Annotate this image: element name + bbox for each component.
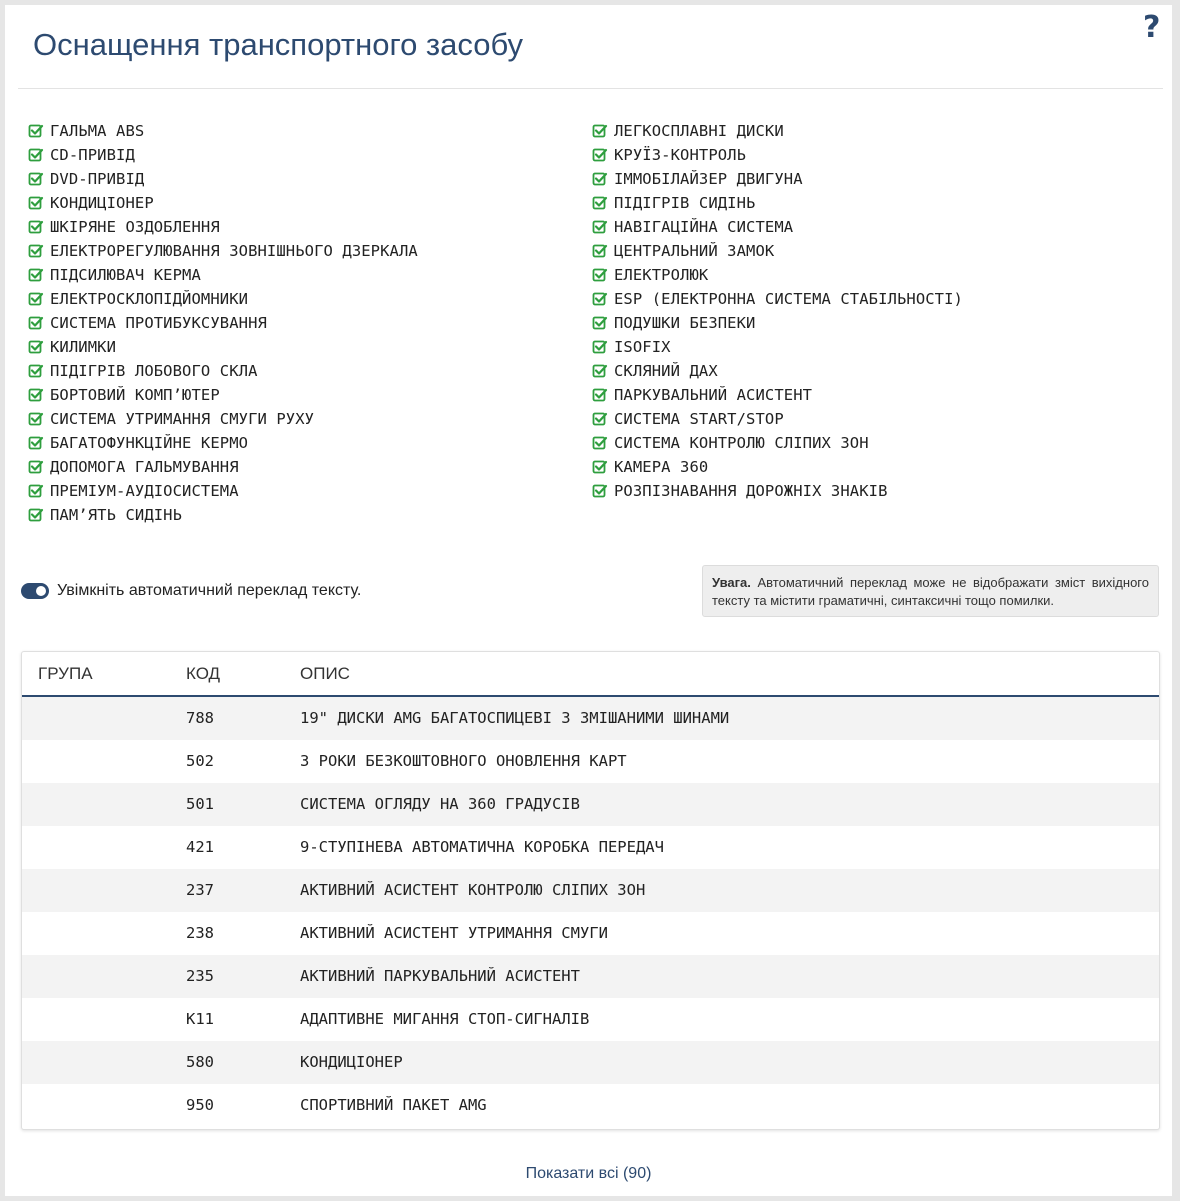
help-icon[interactable]: ?: [1143, 10, 1161, 45]
check-icon: [28, 387, 44, 403]
feature-label: CD-ПРИВІД: [50, 146, 135, 164]
code-cell: K11: [186, 1010, 214, 1028]
description-cell: АДАПТИВНЕ МИГАННЯ СТОП-СИГНАЛІВ: [300, 1010, 590, 1028]
feature-item: [28, 263, 418, 287]
feature-label: КАМЕРА 360: [614, 458, 709, 476]
table-row: [22, 783, 1159, 826]
feature-item: [592, 263, 963, 287]
check-icon: [28, 219, 44, 235]
feature-item: [28, 311, 418, 335]
code-cell: 421: [186, 838, 214, 856]
feature-label: СИСТЕМА УТРИМАННЯ СМУГИ РУХУ: [50, 410, 315, 428]
feature-item: [28, 191, 418, 215]
feature-label: КИЛИМКИ: [50, 338, 117, 356]
feature-label: ПІДСИЛЮВАЧ КЕРМА: [50, 266, 201, 284]
feature-item: [28, 407, 418, 431]
check-icon: [592, 219, 608, 235]
check-icon: [28, 363, 44, 379]
check-icon: [592, 435, 608, 451]
code-cell: 238: [186, 924, 214, 942]
table-row: [22, 1041, 1159, 1084]
feature-item: [28, 431, 418, 455]
feature-item: [592, 311, 963, 335]
feature-item: [592, 479, 963, 503]
check-icon: [592, 195, 608, 211]
feature-item: [28, 215, 418, 239]
feature-item: [592, 215, 963, 239]
feature-label: DVD-ПРИВІД: [50, 170, 145, 188]
check-icon: [28, 435, 44, 451]
table-row: [22, 826, 1159, 869]
check-icon: [28, 123, 44, 139]
notice-title: Увага.: [712, 575, 751, 590]
code-cell: 580: [186, 1053, 214, 1071]
feature-label: ISOFIX: [614, 338, 671, 356]
feature-label: СКЛЯНИЙ ДАХ: [614, 362, 718, 380]
feature-label: ЕЛЕКТРОСКЛОПІДЙОМНИКИ: [50, 290, 249, 308]
feature-item: [592, 191, 963, 215]
table-row: [22, 740, 1159, 783]
code-cell: 950: [186, 1096, 214, 1114]
check-icon: [592, 411, 608, 427]
check-icon: [592, 363, 608, 379]
description-cell: 19" ДИСКИ AMG БАГАТОСПИЦЕВІ З ЗМІШАНИМИ ШИНАМИ: [300, 709, 730, 727]
check-icon: [592, 243, 608, 259]
code-cell: 237: [186, 881, 214, 899]
description-cell: АКТИВНИЙ АСИСТЕНТ УТРИМАННЯ СМУГИ: [300, 924, 608, 942]
code-cell: 788: [186, 709, 214, 727]
check-icon: [28, 267, 44, 283]
feature-item: [592, 335, 963, 359]
page-title: Оснащення транспортного засобу: [33, 27, 524, 62]
feature-item: [28, 335, 418, 359]
feature-label: ІММОБІЛАЙЗЕР ДВИГУНА: [614, 170, 803, 188]
code-cell: 502: [186, 752, 214, 770]
divider: [18, 88, 1163, 89]
feature-label: ГАЛЬМА ABS: [50, 122, 145, 140]
table-row: [22, 697, 1159, 740]
feature-label: ЕЛЕКТРОЛЮК: [614, 266, 709, 284]
feature-label: СИСТЕМА START/STOP: [614, 410, 784, 428]
table-row: [22, 869, 1159, 912]
translation-toggle-label[interactable]: Увімкніть автоматичний переклад тексту.: [57, 582, 362, 599]
check-icon: [592, 459, 608, 475]
table-row: [22, 955, 1159, 998]
check-icon: [592, 267, 608, 283]
feature-item: [592, 119, 963, 143]
feature-label: РОЗПІЗНАВАННЯ ДОРОЖНІХ ЗНАКІВ: [614, 482, 888, 500]
check-icon: [592, 315, 608, 331]
check-icon: [28, 147, 44, 163]
feature-label: ПАРКУВАЛЬНИЙ АСИСТЕНТ: [614, 386, 813, 404]
feature-item: [592, 167, 963, 191]
feature-item: [592, 383, 963, 407]
feature-label: КРУЇЗ-КОНТРОЛЬ: [614, 146, 747, 164]
features-list-left: [28, 119, 418, 527]
check-icon: [592, 483, 608, 499]
feature-label: ПОДУШКИ БЕЗПЕКИ: [614, 314, 756, 332]
check-icon: [592, 123, 608, 139]
feature-label: ESP (ЕЛЕКТРОННА СИСТЕМА СТАБІЛЬНОСТІ): [614, 290, 963, 308]
feature-item: [28, 287, 418, 311]
feature-item: [28, 383, 418, 407]
column-header-group: ГРУПА: [38, 664, 93, 683]
description-cell: СИСТЕМА ОГЛЯДУ НА 360 ГРАДУСІВ: [300, 795, 580, 813]
translation-notice: [702, 565, 1159, 617]
check-icon: [592, 339, 608, 355]
column-header-description: ОПИС: [300, 664, 350, 683]
feature-item: [28, 167, 418, 191]
description-cell: КОНДИЦІОНЕР: [300, 1053, 403, 1071]
show-all-link[interactable]: Показати всі (90): [525, 1165, 652, 1182]
check-icon: [592, 387, 608, 403]
feature-item: [28, 143, 418, 167]
feature-item: [28, 119, 418, 143]
check-icon: [28, 483, 44, 499]
check-icon: [28, 195, 44, 211]
feature-label: ПАМ’ЯТЬ СИДІНЬ: [50, 506, 183, 524]
feature-label: ШКІРЯНЕ ОЗДОБЛЕННЯ: [50, 218, 220, 236]
table-row: [22, 998, 1159, 1041]
check-icon: [28, 171, 44, 187]
feature-item: [592, 287, 963, 311]
table-row: [22, 1084, 1159, 1127]
feature-item: [592, 455, 963, 479]
description-cell: 3 РОКИ БЕЗКОШТОВНОГО ОНОВЛЕННЯ КАРТ: [300, 752, 627, 770]
features-list-right: [592, 119, 963, 503]
feature-label: ПІДІГРІВ СИДІНЬ: [614, 194, 756, 212]
feature-label: ДОПОМОГА ГАЛЬМУВАННЯ: [50, 458, 239, 476]
feature-item: [592, 359, 963, 383]
feature-item: [592, 431, 963, 455]
feature-label: ЛЕГКОСПЛАВНІ ДИСКИ: [614, 122, 784, 140]
feature-item: [28, 239, 418, 263]
description-cell: АКТИВНИЙ ПАРКУВАЛЬНИЙ АСИСТЕНТ: [300, 967, 580, 985]
feature-item: [28, 479, 418, 503]
translation-toggle-row: [21, 582, 361, 600]
feature-label: ЦЕНТРАЛЬНИЙ ЗАМОК: [614, 242, 775, 260]
options-table: [21, 651, 1160, 1130]
table-header: [22, 652, 1159, 697]
feature-label: ПІДІГРІВ ЛОБОВОГО СКЛА: [50, 362, 258, 380]
feature-item: [28, 503, 418, 527]
feature-item: [592, 143, 963, 167]
table-body: [22, 697, 1159, 1127]
check-icon: [592, 171, 608, 187]
feature-item: [592, 407, 963, 431]
check-icon: [28, 411, 44, 427]
code-cell: 235: [186, 967, 214, 985]
check-icon: [28, 291, 44, 307]
feature-item: [28, 455, 418, 479]
table-row: [22, 912, 1159, 955]
translation-toggle[interactable]: [21, 583, 49, 599]
check-icon: [28, 459, 44, 475]
check-icon: [28, 507, 44, 523]
description-cell: 9-СТУПІНЕВА АВТОМАТИЧНА КОРОБКА ПЕРЕДАЧ: [300, 838, 664, 856]
feature-label: СИСТЕМА КОНТРОЛЮ СЛІПИХ ЗОН: [614, 434, 869, 452]
check-icon: [28, 315, 44, 331]
code-cell: 501: [186, 795, 214, 813]
feature-label: ЕЛЕКТРОРЕГУЛЮВАННЯ ЗОВНІШНЬОГО ДЗЕРКАЛА: [50, 242, 418, 260]
feature-label: БОРТОВИЙ КОМП’ЮТЕР: [50, 386, 220, 404]
toggle-knob: [36, 586, 46, 596]
feature-label: СИСТЕМА ПРОТИБУКСУВАННЯ: [50, 314, 267, 332]
description-cell: АКТИВНИЙ АСИСТЕНТ КОНТРОЛЮ СЛІПИХ ЗОН: [300, 881, 646, 899]
feature-label: ПРЕМІУМ-АУДІОСИСТЕМА: [50, 482, 239, 500]
check-icon: [28, 243, 44, 259]
feature-label: КОНДИЦІОНЕР: [50, 194, 154, 212]
feature-label: БАГАТОФУНКЦІЙНЕ КЕРМО: [50, 434, 249, 452]
feature-label: НАВІГАЦІЙНА СИСТЕМА: [614, 218, 794, 236]
check-icon: [592, 147, 608, 163]
description-cell: СПОРТИВНИЙ ПАКЕТ AMG: [300, 1096, 487, 1114]
feature-item: [592, 239, 963, 263]
feature-item: [28, 359, 418, 383]
column-header-code: КОД: [186, 664, 221, 683]
notice-text: Автоматичний переклад може не відображати зміст вихідного тексту та містити граматичні, синтаксичні тощо помилки.: [712, 575, 1149, 608]
check-icon: [592, 291, 608, 307]
equipment-card: [5, 5, 1172, 1196]
check-icon: [28, 339, 44, 355]
